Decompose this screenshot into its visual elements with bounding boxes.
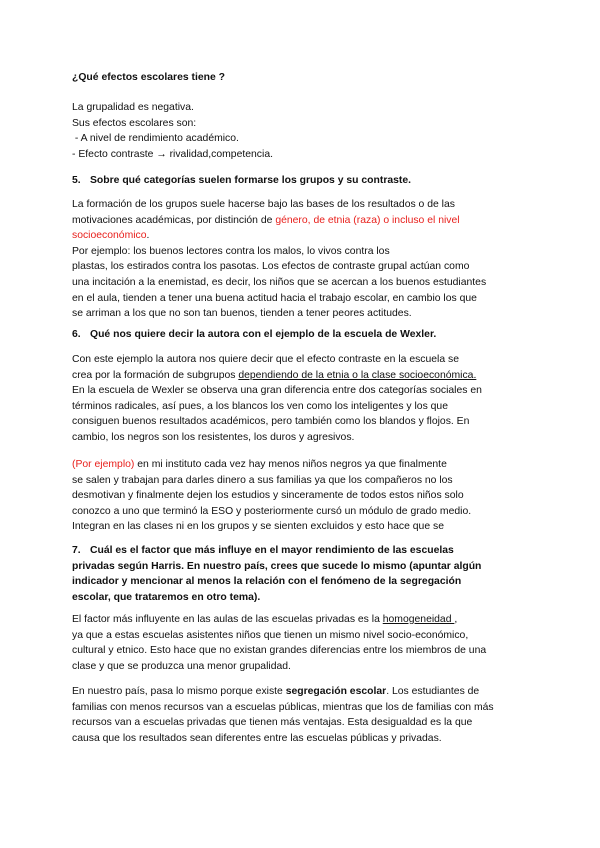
underlined-text: dependiendo de la etnia o la clase socioeconómica. xyxy=(238,369,477,381)
highlight-red-text: género, de etnia (raza) o incluso el nivel xyxy=(275,214,460,226)
effects-line: La grupalidad es negativa. xyxy=(72,102,194,113)
question-7-heading xyxy=(72,543,532,605)
highlight-red-text: socioeconómico xyxy=(72,230,147,242)
text-run: crea por la formación de subgrupos xyxy=(72,369,239,381)
question-title: Cuál es el factor que más influye en el mayor rendimiento de las escuelas xyxy=(90,545,454,556)
paragraph-line: recursos van a escuelas privadas que tienen más ventajas. Esta desigualdad es la que xyxy=(72,717,473,729)
bold-text: segregación escolar xyxy=(285,686,387,697)
effects-title: ¿Qué efectos escolares tiene ? xyxy=(72,72,226,83)
paragraph-line: términos radicales, así pues, a los blancos los ven como los inteligentes y los que xyxy=(72,400,448,412)
question-title: escolar, que trataremos en otro tema). xyxy=(72,591,261,603)
text-run: motivaciones académicas, por distinción de xyxy=(72,214,276,226)
paragraph-line: se salen y trabajan para darles dinero a sus familias ya que los compañeros no los xyxy=(72,474,453,486)
text-run: . xyxy=(146,230,150,242)
underlined-text: homogeneidad xyxy=(382,614,455,625)
paragraph-line: plastas, los estirados contra los pasotas. Los efectos de contraste grupal actúan como xyxy=(72,261,470,273)
question-7-country xyxy=(72,684,532,746)
text-run: El factor más influyente en las aulas de las escuelas privadas es la xyxy=(72,614,383,625)
paragraph-line xyxy=(72,368,532,384)
highlight-red-text: (Por ejemplo) xyxy=(72,459,135,470)
question-number: 5. xyxy=(72,175,81,186)
question-number: 7. xyxy=(72,545,81,556)
question-7-answer xyxy=(72,612,532,674)
question-6-heading xyxy=(72,327,532,343)
question-5-answer xyxy=(72,197,532,322)
paragraph-line xyxy=(72,213,532,229)
question-title: privadas según Harris. En nuestro país, crees que sucede lo mismo (apuntar algún xyxy=(72,560,482,572)
paragraph-line: conozco a uno que terminó la ESO y posteriormente cursó un módulo de grado medio. xyxy=(72,505,472,517)
paragraph-line: en el aula, tienden a tener una buena actitud hacia el trabajo escolar, en cambio los que xyxy=(72,292,477,304)
question-number: 6. xyxy=(72,329,81,340)
question-title: Sobre qué categorías suelen formarse los grupos y su contraste. xyxy=(90,175,412,186)
question-title: Qué nos quiere decir la autora con el ejemplo de la escuela de Wexler. xyxy=(90,329,437,340)
question-title: indicador y mencionar al menos la relación con el fenómeno de la segregación xyxy=(72,576,462,588)
paragraph-line: ya que a estas escuelas asistentes niños que tienen un mismo nivel socio-económico, xyxy=(72,629,469,641)
paragraph-line: desmotivan y finalmente dejen los estudios y sinceramente de todos estos niños solo xyxy=(72,490,464,502)
paragraph-line: La formación de los grupos suele hacerse bajo las bases de los resultados o de las xyxy=(72,199,455,210)
paragraph-line: se arriman a los que no son tan buenos, tienden a tener peores actitudes. xyxy=(72,308,412,320)
paragraph-line xyxy=(72,612,532,628)
effects-list xyxy=(72,100,532,162)
paragraph-line: causa que los resultados sean diferentes entre las escuelas públicas y privadas. xyxy=(72,732,442,744)
question-6-example xyxy=(72,457,532,535)
effects-section xyxy=(72,70,532,86)
effects-line: Sus efectos escolares son: xyxy=(72,117,197,129)
effects-line: - Efecto contraste → rivalidad,competencia. xyxy=(72,148,273,160)
text-run: , xyxy=(454,614,458,625)
effects-line: - A nivel de rendimiento académico. xyxy=(72,133,239,145)
paragraph-line: Integran en las clases ni en los grupos y se sienten excluidos y esto hace que se xyxy=(72,521,444,533)
paragraph-line: familias con menos recursos van a escuelas públicas, mientras que los de familias con más xyxy=(72,701,494,713)
paragraph-line: cambio, los negros son los resistentes, los duros y agresivos. xyxy=(72,431,355,443)
paragraph-line: consiguen buenos resultados académicos, pero también como los blandos y flojos. En xyxy=(72,416,470,428)
paragraph-line: Con este ejemplo la autora nos quiere decir que el efecto contraste en la escuela se xyxy=(72,354,460,365)
question-6-answer xyxy=(72,352,532,446)
question-5-heading xyxy=(72,173,532,189)
paragraph-line: una incitación a la enemistad, es decir, los niños que se acercan a los buenos estudiantes xyxy=(72,276,487,288)
text-run: . Los estudiantes de xyxy=(386,686,480,697)
text-run: en mi instituto cada vez hay menos niños negros ya que finalmente xyxy=(134,459,447,470)
paragraph-line xyxy=(72,684,532,700)
paragraph-line: cultural y etnico. Esto hace que no existan grandes diferencias entre los miembros de una xyxy=(72,645,487,657)
paragraph-line: En la escuela de Wexler se observa una gran diferencia entre dos categorías sociales en xyxy=(72,385,482,397)
text-run: En nuestro país, pasa lo mismo porque existe xyxy=(72,686,286,697)
paragraph-line: clase y que se produzca una menor grupalidad. xyxy=(72,660,291,672)
paragraph-line xyxy=(72,457,532,473)
paragraph-line xyxy=(72,228,532,244)
paragraph-line: Por ejemplo: los buenos lectores contra los malos, lo vivos contra los xyxy=(72,245,390,257)
